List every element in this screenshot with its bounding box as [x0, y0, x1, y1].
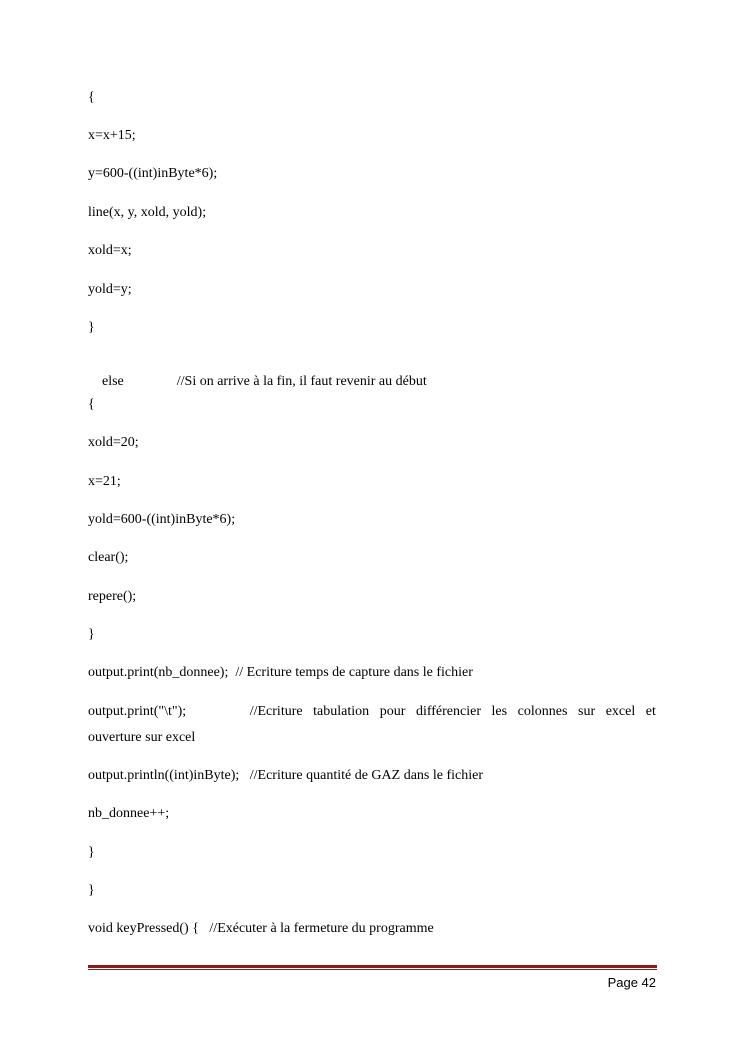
code-line-continued: ouverture sur excel [88, 730, 196, 745]
code-line: } [88, 845, 95, 860]
code-word: //Ecriture [249, 704, 303, 719]
code-word: tabulation [313, 704, 370, 719]
footer-rule-thin [88, 969, 657, 970]
code-line-with-comment [88, 358, 427, 406]
code-line: yold=600-((int)inByte*6); [88, 512, 236, 527]
code-line: { [88, 90, 95, 105]
code-comment: //Si on arrive à la fin, il faut revenir au début [176, 374, 427, 389]
justified-row [88, 704, 656, 720]
footer-rule [88, 965, 657, 968]
code-word: pour [379, 704, 406, 719]
code-line: clear(); [88, 550, 129, 565]
code-word: les [491, 704, 508, 719]
code-line: xold=20; [88, 435, 139, 450]
code-line: line(x, y, xold, yold); [88, 205, 207, 220]
code-line: } [88, 627, 95, 642]
code-word: différencier [415, 704, 481, 719]
code-line: y=600-((int)inByte*6); [88, 166, 218, 181]
code-line: xold=x; [88, 243, 132, 258]
code-line: yold=y; [88, 282, 132, 297]
code-word: et [645, 704, 656, 719]
code-word: sur [578, 704, 596, 719]
code-line: } [88, 883, 95, 898]
code-line: } [88, 320, 95, 335]
code-paragraph-justified [88, 704, 656, 746]
code-word: colonnes [517, 704, 568, 719]
code-line: output.println((int)inByte); //Ecriture quantité de GAZ dans le fichier [88, 768, 484, 783]
code-line: { [88, 397, 95, 412]
code-line: output.print(nb_donnee); // Ecriture temps de capture dans le fichier [88, 665, 473, 680]
code-line: x=x+15; [88, 128, 136, 143]
page-number: Page 42 [607, 975, 656, 990]
code-line: void keyPressed() { //Exécuter à la fermeture du programme [88, 921, 434, 936]
code-line: nb_donnee++; [88, 806, 170, 821]
code-word: excel [605, 704, 636, 719]
code-text: else [102, 374, 124, 389]
code-line: x=21; [88, 474, 121, 489]
code-line: repere(); [88, 589, 137, 604]
code-text: output.print("\t"); [88, 704, 187, 719]
